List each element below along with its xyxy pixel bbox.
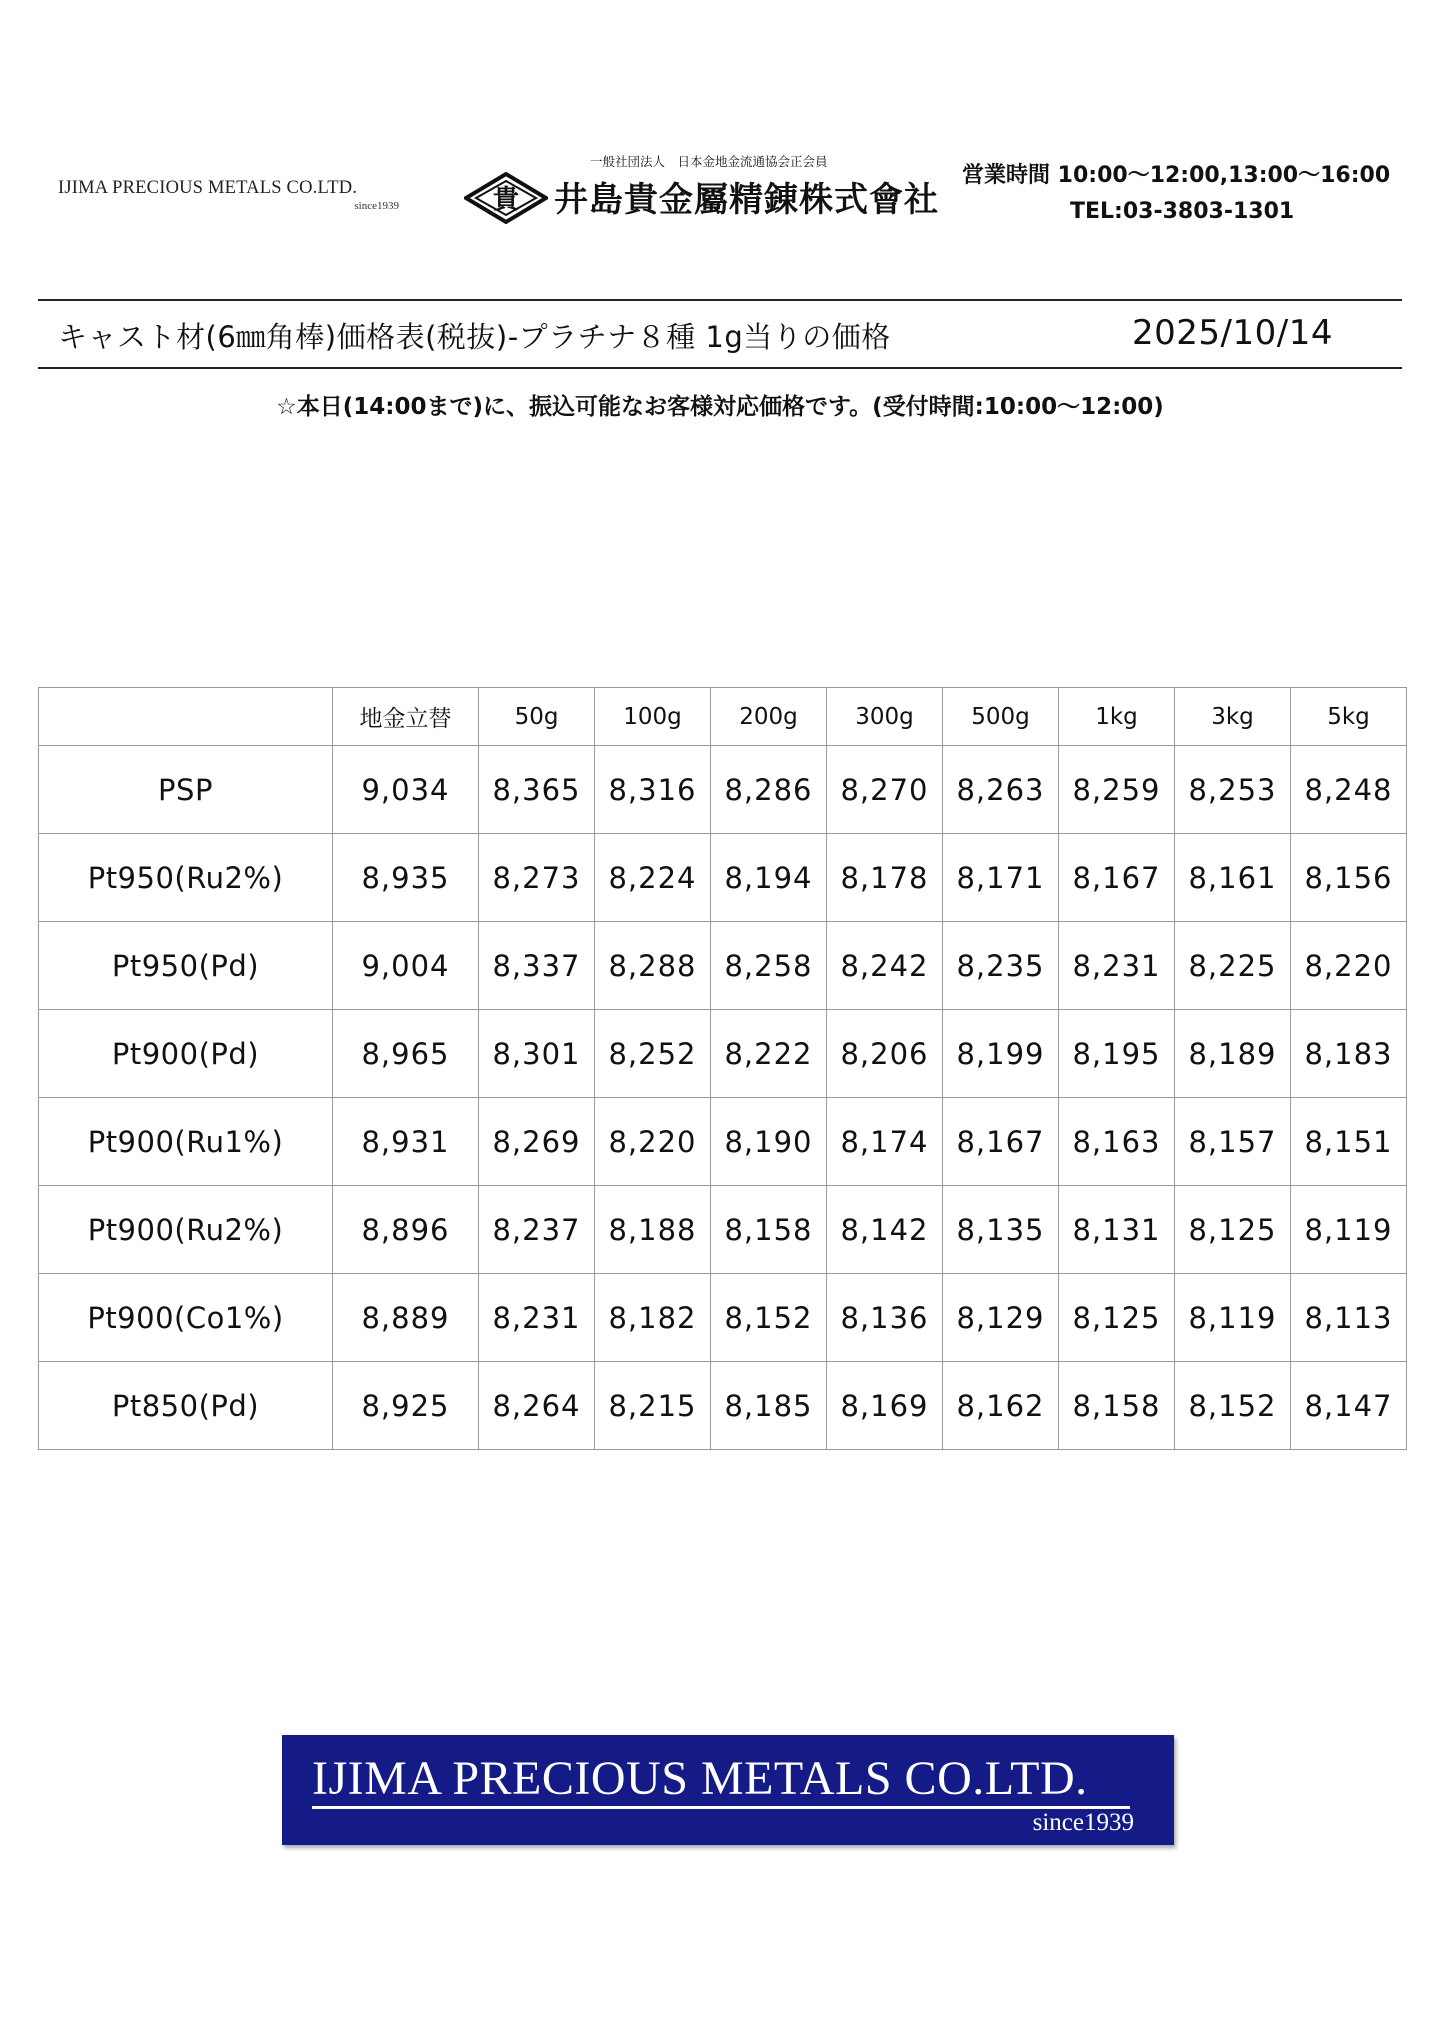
price-cell: 8,253 bbox=[1175, 746, 1291, 834]
price-cell: 8,151 bbox=[1291, 1098, 1407, 1186]
emblem-glyph: 貴 bbox=[492, 185, 520, 215]
column-header: 5kg bbox=[1291, 688, 1407, 746]
price-cell: 8,162 bbox=[943, 1362, 1059, 1450]
price-cell: 8,269 bbox=[479, 1098, 595, 1186]
price-cell: 8,142 bbox=[827, 1186, 943, 1274]
price-cell: 8,161 bbox=[1175, 834, 1291, 922]
price-cell: 8,222 bbox=[711, 1010, 827, 1098]
price-cell: 8,135 bbox=[943, 1186, 1059, 1274]
price-cell: 8,199 bbox=[943, 1010, 1059, 1098]
banner-company-name: IJIMA PRECIOUS METALS CO.LTD. bbox=[312, 1752, 1088, 1805]
column-header: 50g bbox=[479, 688, 595, 746]
table-row bbox=[39, 1010, 1407, 1098]
notice-text: ☆本日(14:00まで)に、振込可能なお客様対応価格です。(受付時間:10:00～12:00) bbox=[276, 394, 1164, 420]
page-title: キャスト材(6㎜角棒)価格表(税抜)-プラチナ８種 1g当りの価格 bbox=[58, 320, 891, 354]
alloy-name-cell: Pt900(Pd) bbox=[39, 1010, 333, 1098]
price-cell: 8,188 bbox=[595, 1186, 711, 1274]
price-cell: 8,925 bbox=[333, 1362, 479, 1450]
company-logo-jp bbox=[462, 152, 962, 224]
price-cell: 8,183 bbox=[1291, 1010, 1407, 1098]
price-cell: 8,156 bbox=[1291, 834, 1407, 922]
price-cell: 8,935 bbox=[333, 834, 479, 922]
column-header: 1kg bbox=[1059, 688, 1175, 746]
price-table bbox=[38, 687, 1407, 1450]
price-cell: 8,157 bbox=[1175, 1098, 1291, 1186]
company-name-en: IJIMA PRECIOUS METALS CO.LTD. bbox=[58, 178, 358, 198]
alloy-name-cell: Pt950(Ru2%) bbox=[39, 834, 333, 922]
price-cell: 8,171 bbox=[943, 834, 1059, 922]
price-cell: 8,185 bbox=[711, 1362, 827, 1450]
table-row bbox=[39, 746, 1407, 834]
price-cell: 8,273 bbox=[479, 834, 595, 922]
banner-since: since1939 bbox=[1032, 1809, 1134, 1836]
price-cell: 8,119 bbox=[1291, 1186, 1407, 1274]
price-cell: 8,252 bbox=[595, 1010, 711, 1098]
price-cell: 8,220 bbox=[1291, 922, 1407, 1010]
price-cell: 8,270 bbox=[827, 746, 943, 834]
price-cell: 8,231 bbox=[1059, 922, 1175, 1010]
column-header: 300g bbox=[827, 688, 943, 746]
price-cell: 8,147 bbox=[1291, 1362, 1407, 1450]
price-cell: 8,158 bbox=[711, 1186, 827, 1274]
price-cell: 8,194 bbox=[711, 834, 827, 922]
alloy-name-cell: Pt950(Pd) bbox=[39, 922, 333, 1010]
table-row bbox=[39, 922, 1407, 1010]
price-cell: 8,365 bbox=[479, 746, 595, 834]
column-header bbox=[39, 688, 333, 746]
association-label: 一般社団法人 日本金地金流通協会正会員 bbox=[590, 154, 828, 169]
alloy-name-cell: Pt900(Ru1%) bbox=[39, 1098, 333, 1186]
price-cell: 8,136 bbox=[827, 1274, 943, 1362]
price-cell: 8,167 bbox=[1059, 834, 1175, 922]
column-header: 3kg bbox=[1175, 688, 1291, 746]
price-cell: 8,931 bbox=[333, 1098, 479, 1186]
price-cell: 8,169 bbox=[827, 1362, 943, 1450]
price-cell: 8,119 bbox=[1175, 1274, 1291, 1362]
price-cell: 8,224 bbox=[595, 834, 711, 922]
price-cell: 8,258 bbox=[711, 922, 827, 1010]
price-cell: 8,263 bbox=[943, 746, 1059, 834]
price-cell: 8,167 bbox=[943, 1098, 1059, 1186]
price-cell: 9,034 bbox=[333, 746, 479, 834]
price-cell: 8,286 bbox=[711, 746, 827, 834]
company-logo-en bbox=[58, 178, 403, 212]
price-cell: 8,182 bbox=[595, 1274, 711, 1362]
since-label: since1939 bbox=[354, 200, 399, 212]
price-cell: 8,129 bbox=[943, 1274, 1059, 1362]
price-cell: 8,220 bbox=[595, 1098, 711, 1186]
price-cell: 8,337 bbox=[479, 922, 595, 1010]
price-cell: 8,235 bbox=[943, 922, 1059, 1010]
price-cell: 8,178 bbox=[827, 834, 943, 922]
company-emblem-icon bbox=[464, 172, 548, 224]
price-cell: 8,965 bbox=[333, 1010, 479, 1098]
price-cell: 8,225 bbox=[1175, 922, 1291, 1010]
price-cell: 8,131 bbox=[1059, 1186, 1175, 1274]
table-row bbox=[39, 1362, 1407, 1450]
table-row bbox=[39, 1186, 1407, 1274]
price-cell: 8,190 bbox=[711, 1098, 827, 1186]
price-cell: 8,889 bbox=[333, 1274, 479, 1362]
price-cell: 9,004 bbox=[333, 922, 479, 1010]
table-row bbox=[39, 1274, 1407, 1362]
price-cell: 8,174 bbox=[827, 1098, 943, 1186]
price-cell: 8,125 bbox=[1059, 1274, 1175, 1362]
price-cell: 8,301 bbox=[479, 1010, 595, 1098]
alloy-name-cell: Pt900(Co1%) bbox=[39, 1274, 333, 1362]
price-cell: 8,231 bbox=[479, 1274, 595, 1362]
column-header: 100g bbox=[595, 688, 711, 746]
price-cell: 8,248 bbox=[1291, 746, 1407, 834]
contact-info bbox=[962, 158, 1402, 224]
price-cell: 8,158 bbox=[1059, 1362, 1175, 1450]
price-cell: 8,206 bbox=[827, 1010, 943, 1098]
column-header: 200g bbox=[711, 688, 827, 746]
banner-divider bbox=[312, 1806, 1130, 1809]
company-name-jp: 井島貴金屬精錬株式會社 bbox=[554, 180, 939, 220]
price-cell: 8,316 bbox=[595, 746, 711, 834]
price-cell: 8,259 bbox=[1059, 746, 1175, 834]
price-cell: 8,215 bbox=[595, 1362, 711, 1450]
price-cell: 8,152 bbox=[1175, 1362, 1291, 1450]
title-band bbox=[38, 299, 1402, 369]
price-cell: 8,125 bbox=[1175, 1186, 1291, 1274]
table-row bbox=[39, 1098, 1407, 1186]
company-banner bbox=[282, 1735, 1174, 1845]
price-cell: 8,189 bbox=[1175, 1010, 1291, 1098]
price-cell: 8,264 bbox=[479, 1362, 595, 1450]
price-cell: 8,152 bbox=[711, 1274, 827, 1362]
column-header: 500g bbox=[943, 688, 1059, 746]
price-cell: 8,163 bbox=[1059, 1098, 1175, 1186]
price-cell: 8,195 bbox=[1059, 1010, 1175, 1098]
price-cell: 8,896 bbox=[333, 1186, 479, 1274]
price-cell: 8,113 bbox=[1291, 1274, 1407, 1362]
alloy-name-cell: PSP bbox=[39, 746, 333, 834]
business-hours: 営業時間 10:00～12:00,13:00～16:00 bbox=[962, 163, 1391, 188]
price-date: 2025/10/14 bbox=[1132, 313, 1333, 353]
price-cell: 8,288 bbox=[595, 922, 711, 1010]
table-header-row bbox=[39, 688, 1407, 746]
alloy-name-cell: Pt900(Ru2%) bbox=[39, 1186, 333, 1274]
column-header: 地金立替 bbox=[333, 688, 479, 746]
table-row bbox=[39, 834, 1407, 922]
alloy-name-cell: Pt850(Pd) bbox=[39, 1362, 333, 1450]
price-cell: 8,242 bbox=[827, 922, 943, 1010]
price-cell: 8,237 bbox=[479, 1186, 595, 1274]
telephone: TEL:03-3803-1301 bbox=[1070, 199, 1295, 224]
